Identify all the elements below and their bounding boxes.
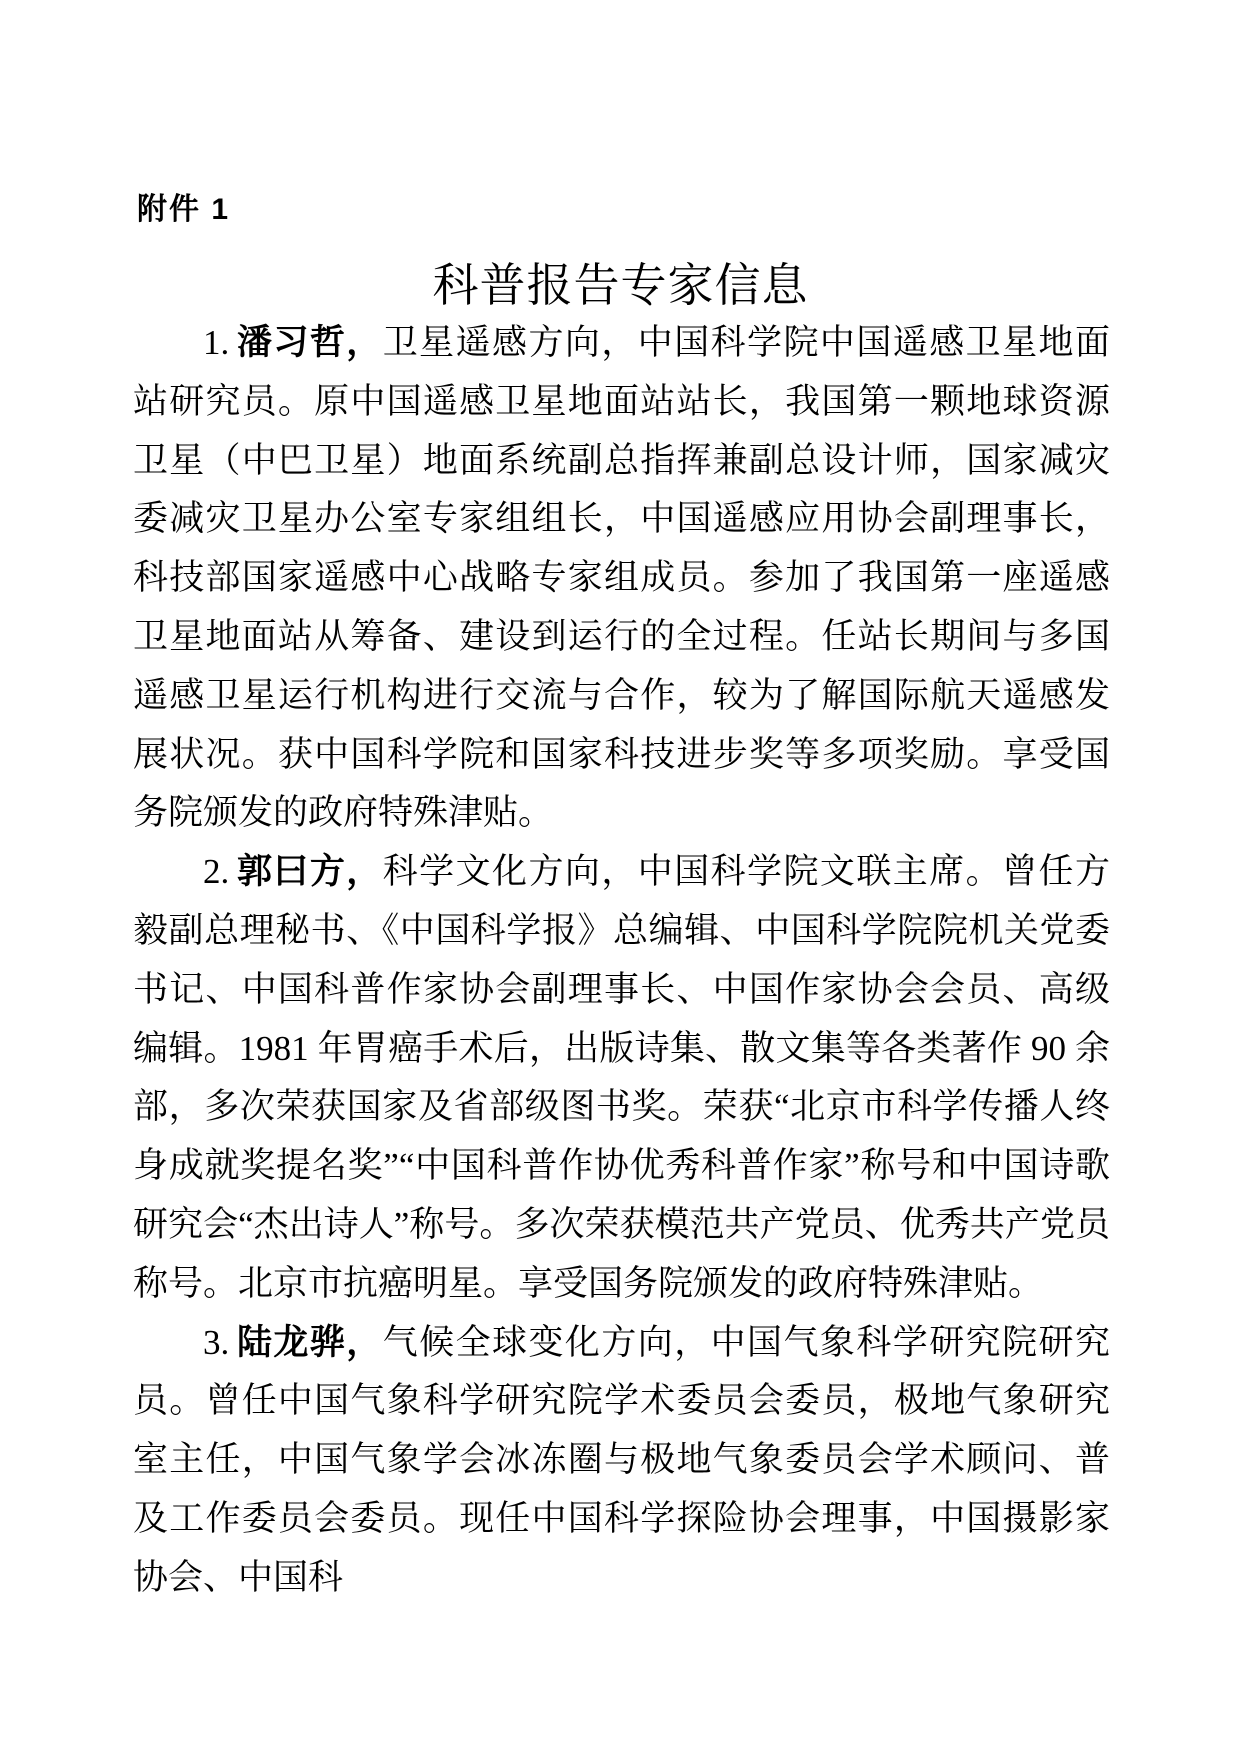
- expert-1-name: 潘习哲，: [235, 323, 383, 362]
- expert-2-bio: 科学文化方向，中国科学院文联主席。曾任方毅副总理秘书、《中国科学报》总编辑、中国科学院院机关党委书记、中国科普作家协会副理事长、中国作家协会会员、高级编辑。1981 年胃癌手术后，出版诗集、散文集等各类著作 90 余部，多次荣获国家及省部级图书奖。荣获“北京市科学传播人终身成就奖提名奖”“中国科普作协优秀科普作家”称号和中国诗歌研究会“杰出诗人”称号。多次荣获模范共产党员、优秀共产党员称号。北京市抗癌明星。享受国务院颁发的政府特殊津贴。: [133, 852, 1110, 1303]
- expert-2-number: 2.: [203, 852, 230, 892]
- expert-3-name: 陆龙骅，: [235, 1322, 383, 1362]
- paragraph-expert-2: [133, 843, 1110, 1313]
- expert-1-bio: 卫星遥感方向，中国科学院中国遥感卫星地面站研究员。原中国遥感卫星地面站站长，我国第一颗地球资源卫星（中巴卫星）地面系统副总指挥兼副总设计师，国家减灾委减灾卫星办公室专家组组长，中国遥感应用协会副理事长，科技部国家遥感中心战略专家组成员。参加了我国第一座遥感卫星地面站从筹备、建设到运行的全过程。任站长期间与多国遥感卫星运行机构进行交流与合作，较为了解国际航天遥感发展状况。获中国科学院和国家科技进步奖等多项奖励。享受国务院颁发的政府特殊津贴。: [133, 323, 1110, 833]
- expert-2-name: 郭曰方，: [235, 852, 383, 892]
- paragraph-expert-1: [133, 314, 1110, 843]
- expert-3-bio: 气候全球变化方向，中国气象科学研究院研究员。曾任中国气象科学研究院学术委员会委员，极地气象研究室主任，中国气象学会冰冻圈与极地气象委员会学术顾问、普及工作委员会委员。现任中国科学探险协会理事，中国摄影家协会、中国科: [133, 1322, 1110, 1597]
- document-body: [133, 314, 1110, 1608]
- expert-1-number: 1.: [203, 323, 230, 362]
- expert-3-number: 3.: [203, 1322, 230, 1362]
- attachment-label: 附件 1: [137, 193, 231, 226]
- page-title: 科普报告专家信息: [432, 260, 809, 311]
- paragraph-expert-3: [133, 1314, 1110, 1608]
